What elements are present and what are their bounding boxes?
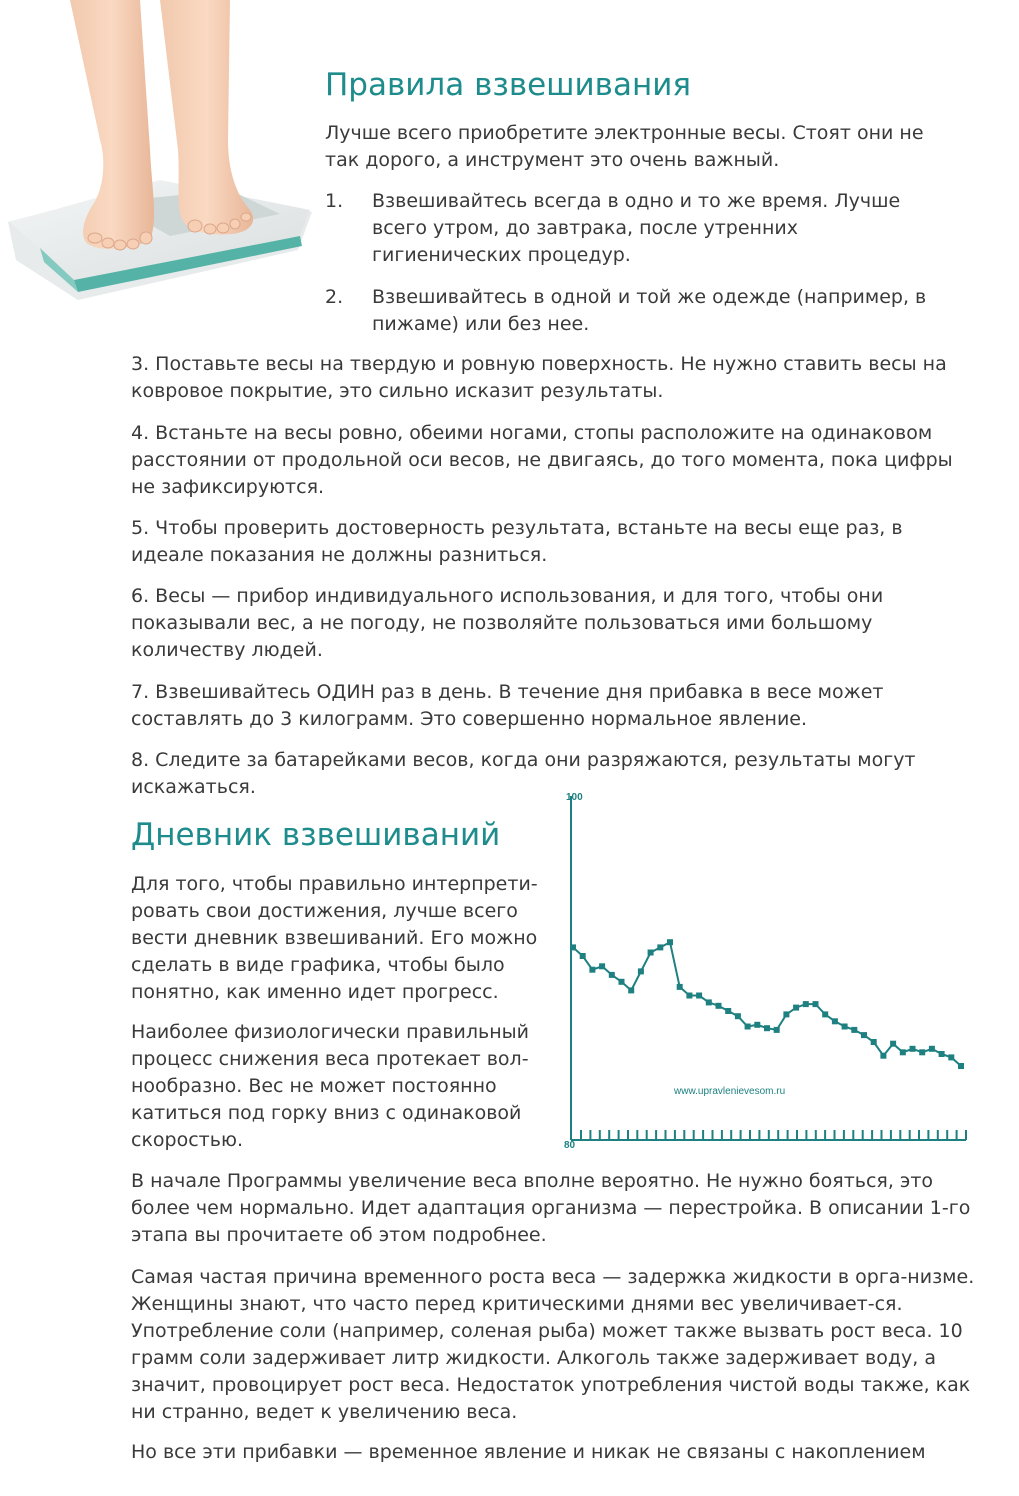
data-point	[813, 1001, 819, 1007]
diary-paragraph-4: Самая частая причина временного роста веса — задержка жидкости в орга-низме. Женщины знают, что часто перед критическими днями вес увеличивает-ся. Употребление соли (например, соленая рыба) может также вызвать рост веса. 10 грамм соли задерживает литр жидкости. Алкоголь также задерживает воду, а значит, провоцирует рост веса. Недостаток употребления чистой воды также, как ни странно, ведет к увеличению веса.	[131, 1266, 975, 1423]
data-point	[735, 1013, 741, 1019]
data-point	[948, 1054, 954, 1060]
data-point	[580, 953, 586, 959]
data-point	[638, 968, 644, 974]
x-ticks	[581, 1130, 966, 1140]
data-point	[929, 1046, 935, 1052]
data-point	[764, 1025, 770, 1031]
data-point	[910, 1046, 916, 1052]
data-point	[648, 950, 654, 956]
data-point	[716, 1003, 722, 1009]
rule-item-1	[325, 188, 940, 269]
data-point	[822, 1011, 828, 1017]
diary-paragraph-1: Для того, чтобы правильно интерпрети-ровать свои достижения, лучше всего вести дневник взвешиваний. Его можно сделать в виде графика, чтобы было понятно, как именно идет прогресс.	[131, 873, 538, 1003]
data-point	[793, 1005, 799, 1011]
data-point	[783, 1011, 789, 1017]
weight-series-line	[573, 942, 961, 1066]
rule-item-3: 3. Поставьте весы на твердую и ровную поверхность. Не нужно ставить весы на ковровое покрытие, это сильно исказит результаты.	[131, 353, 947, 402]
data-point	[803, 1001, 809, 1007]
y-tick-label-min: 80	[564, 1140, 576, 1151]
rule-number: 1.	[325, 190, 344, 212]
rule-item-7: 7. Взвешивайтесь ОДИН раз в день. В течение дня прибавка в весе может составлять до 3 килограмм. Это совершенно нормальное явление.	[131, 681, 884, 730]
weighing-rules-intro: Лучше всего приобретите электронные весы. Стоят они не так дорого, а инструмент это очень важный.	[325, 122, 924, 171]
data-point	[958, 1063, 964, 1069]
data-point	[832, 1018, 838, 1024]
data-point	[619, 979, 625, 985]
weighing-diary-title: Дневник взвешиваний	[131, 817, 501, 853]
data-point	[745, 1024, 751, 1030]
chart-watermark: www.upravlenievesom.ru	[674, 1086, 786, 1097]
data-point	[570, 944, 576, 950]
data-point	[861, 1032, 867, 1038]
data-point	[880, 1053, 886, 1059]
diary-paragraph-5: Но все эти прибавки — временное явление и никак не связаны с накоплением	[131, 1441, 926, 1463]
y-tick-label-max: 100	[566, 792, 583, 803]
rule-item-4: 4. Встаньте на весы ровно, обеими ногами, стопы расположите на одинаковом расстоянии от продольной оси весов, не двигаясь, до того момента, пока цифры не зафиксируются.	[131, 422, 953, 498]
data-point	[599, 963, 605, 969]
data-point	[696, 993, 702, 999]
data-point	[628, 987, 634, 993]
weight-diary-chart	[556, 788, 976, 1153]
data-point	[667, 939, 673, 945]
rule-text: Взвешивайтесь всегда в одно и то же время. Лучше всего утром, до завтрака, после утренних гигиенических процедур.	[372, 190, 901, 266]
data-point	[725, 1008, 731, 1014]
weighing-rules-title: Правила взвешивания	[325, 67, 692, 103]
data-point	[939, 1051, 945, 1057]
data-point	[919, 1049, 925, 1055]
data-point	[609, 972, 615, 978]
rule-number: 2.	[325, 286, 344, 308]
diary-paragraph-3: В начале Программы увеличение веса вполне вероятно. Не нужно бояться, это более чем нормально. Идет адаптация организма — перестройка. В описании 1-го этапа вы прочитаете об этом подробнее.	[131, 1170, 971, 1246]
data-point	[677, 984, 683, 990]
data-point	[686, 993, 692, 999]
data-point	[900, 1049, 906, 1055]
data-point	[706, 999, 712, 1005]
weight-series-points	[570, 939, 964, 1069]
rule-text: Взвешивайтесь в одной и той же одежде (например, в пижаме) или без нее.	[372, 286, 927, 335]
feet-on-scale-illustration	[0, 0, 318, 330]
data-point	[754, 1022, 760, 1028]
data-point	[871, 1039, 877, 1045]
data-point	[589, 967, 595, 973]
data-point	[842, 1024, 848, 1030]
diary-paragraph-2: Наиболее физиологически правильный процесс снижения веса протекает вол-нообразно. Вес не может постоянно катиться под горку вниз с одинаковой скоростью.	[131, 1021, 529, 1151]
data-point	[890, 1041, 896, 1047]
rule-item-6: 6. Весы — прибор индивидуального использования, и для того, чтобы они показывали вес, а не погоду, не позволяйте пользоваться ими большому количеству людей.	[131, 585, 884, 661]
rule-item-5: 5. Чтобы проверить достоверность результата, встаньте на весы еще раз, в идеале показания не должны разниться.	[131, 517, 903, 566]
data-point	[774, 1027, 780, 1033]
rule-item-8: 8. Следите за батарейками весов, когда они разряжаются, результаты могут искажаться.	[131, 749, 916, 798]
rule-item-2	[325, 284, 940, 338]
data-point	[657, 944, 663, 950]
data-point	[851, 1027, 857, 1033]
